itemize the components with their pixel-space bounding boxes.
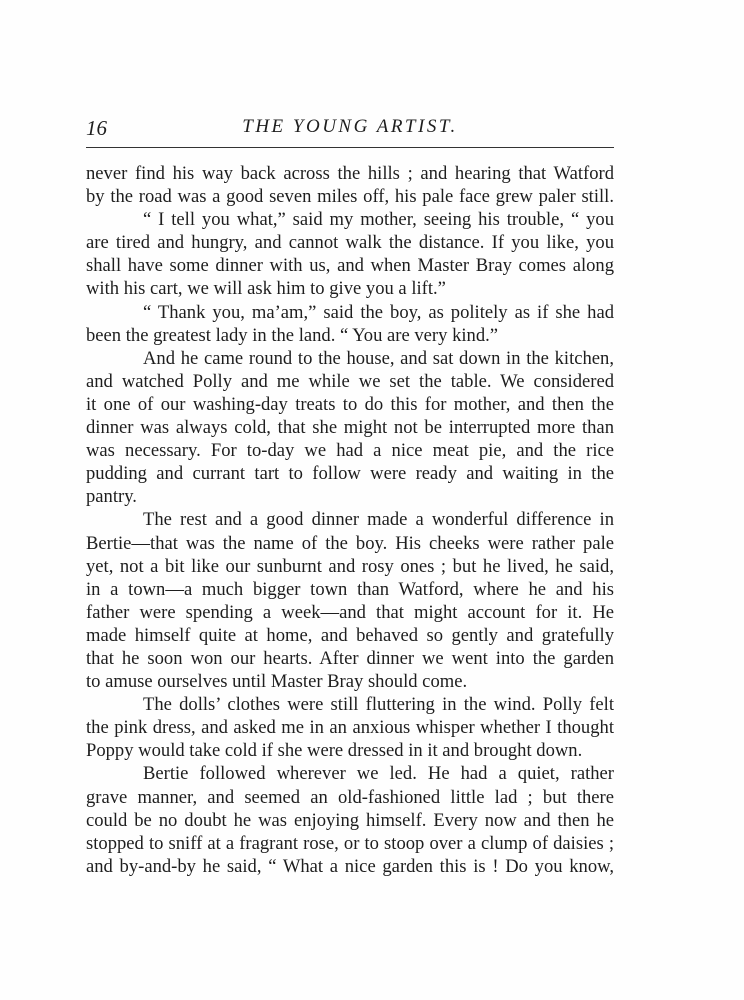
header-rule: [86, 147, 614, 148]
text-line: The dolls’ clothes were still fluttering in the wind. Polly felt: [143, 694, 614, 716]
page-number: 16: [86, 116, 107, 140]
text-line: Bertie followed wherever we led. He had a quiet, rather: [143, 763, 614, 785]
text-line: could be no doubt he was enjoying himself. Every now and then he: [86, 809, 614, 831]
text-line: that he soon won our hearts. After dinner we went into the garden: [86, 647, 614, 669]
text-line: Poppy would take cold if she were dressed in it and brought down.: [86, 740, 583, 762]
text-line: “ I tell you what,” said my mother, seeing his trouble, “ you: [143, 209, 614, 231]
text-line: grave manner, and seemed an old-fashioned little lad ; but there: [86, 786, 614, 808]
text-line: it one of our washing-day treats to do this for mother, and then the: [86, 393, 614, 415]
text-line: the pink dress, and asked me in an anxious whisper whether I thought: [86, 717, 614, 739]
running-title: THE YOUNG ARTIST.: [242, 116, 458, 137]
text-line: been the greatest lady in the land. “ You are very kind.”: [86, 324, 499, 346]
text-line: pantry.: [86, 486, 137, 508]
text-line: and watched Polly and me while we set the table. We considered: [86, 370, 614, 392]
text-line: shall have some dinner with us, and when Master Bray comes along: [86, 255, 614, 277]
text-line: made himself quite at home, and behaved so gently and gratefully: [86, 624, 614, 646]
text-line: yet, not a bit like our sunburnt and rosy ones ; but he lived, he said,: [86, 555, 614, 577]
text-line: dinner was always cold, that she might not be interrupted more than: [86, 417, 614, 439]
text-line: to amuse ourselves until Master Bray should come.: [86, 671, 468, 693]
text-line: and by-and-by he said, “ What a nice garden this is ! Do you know,: [86, 855, 614, 877]
text-line: never find his way back across the hills ; and hearing that Watford: [86, 163, 614, 184]
text-line: pudding and currant tart to follow were ready and waiting in the: [86, 463, 614, 485]
text-line: stopped to sniff at a fragrant rose, or to stoop over a clump of daisies ;: [86, 832, 614, 854]
text-line: “ Thank you, ma’am,” said the boy, as politely as if she had: [143, 301, 614, 323]
text-line: with his cart, we will ask him to give you a lift.”: [86, 278, 446, 300]
text-line: in a town—a much bigger town than Watford, where he and his: [86, 578, 614, 600]
text-line: The rest and a good dinner made a wonderful difference in: [143, 509, 614, 531]
body-text: [86, 162, 614, 878]
page-header: [86, 116, 614, 146]
text-line: And he came round to the house, and sat down in the kitchen,: [143, 347, 614, 369]
text-line: was necessary. For to-day we had a nice meat pie, and the rice: [86, 440, 614, 462]
text-line: Bertie—that was the name of the boy. His cheeks were rather pale: [86, 532, 614, 554]
text-line: by the road was a good seven miles off, his pale face grew paler still.: [86, 186, 614, 208]
text-line: father were spending a week—and that might account for it. He: [86, 601, 614, 623]
text-line: are tired and hungry, and cannot walk the distance. If you like, you: [86, 232, 614, 254]
